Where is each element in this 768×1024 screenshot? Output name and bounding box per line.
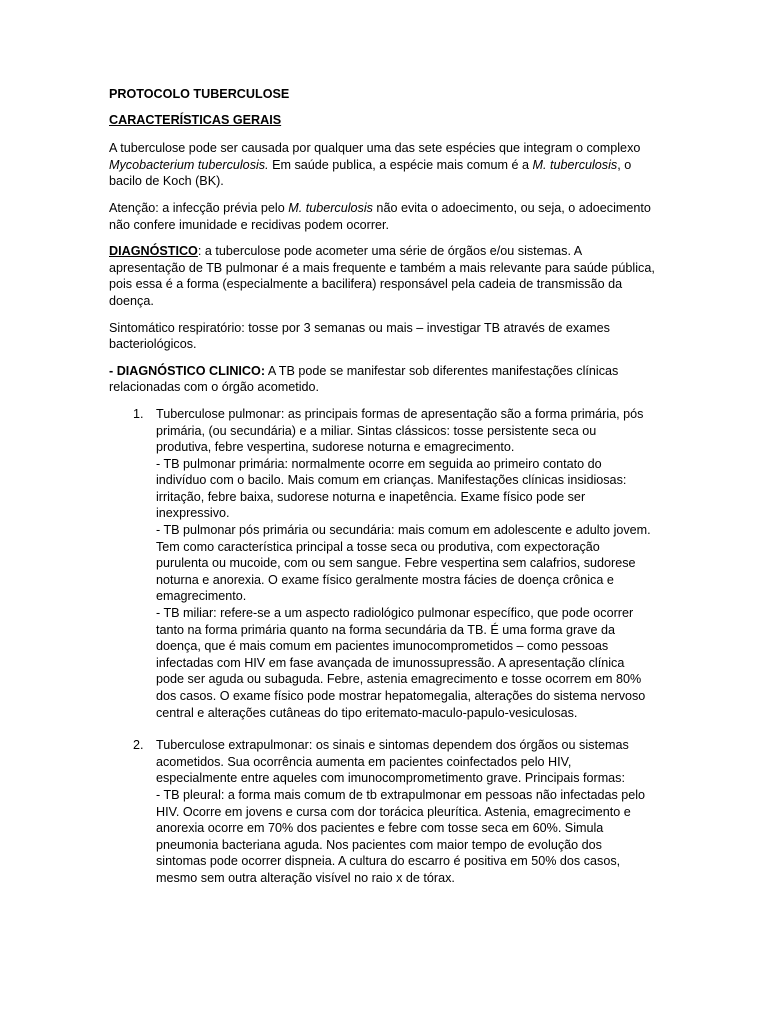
paragraph-intro bbox=[109, 140, 655, 190]
list-item-text: - TB pulmonar primária: normalmente ocorre em seguida ao primeiro contato do indivíduo com o bacilo. Mais comum em crianças. Manifestações clínicas insidiosas: irritação, febre baixa, sudorese noturna e inapetência. Exame físico pode ser inexpressivo. bbox=[156, 456, 627, 521]
list-item-text: - TB pleural: a forma mais comum de tb extrapulmonar em pessoas não infectadas pelo HIV. Ocorre em jovens e cursa com dor torácica pleurítica. Astenia, emagrecimento e anorexia ocorre em 70% dos pacientes e febre com tosse seca em 60%. Simula pneumonia bacteriana aguda. Nos pacientes com maior tempo de evolução dos sintomas pode ocorrer dispneia. A cultura do escarro é positiva em 50% dos casos, mesmo sem outra alteração visível no raio x de tórax. bbox=[156, 787, 646, 885]
list-item-extrapulmonary bbox=[109, 737, 655, 886]
list-item-pulmonary bbox=[109, 406, 655, 721]
paragraph-clinical-diagnosis bbox=[109, 363, 655, 396]
list-item-text: Tuberculose extrapulmonar: os sinais e sintomas dependem dos órgãos ou sistemas acometidos. Sua ocorrência aumenta em pacientes coinfectados pelo HIV, especialmente entre aqueles com imunocomprometimento grave. Principais formas: bbox=[156, 738, 629, 786]
clinical-forms-list bbox=[109, 406, 655, 887]
paragraph-attention-species: M. tuberculosis bbox=[288, 200, 373, 215]
list-number: 1. bbox=[133, 406, 144, 421]
paragraph-intro-species-short: M. tuberculosis bbox=[532, 157, 618, 172]
document-page bbox=[109, 86, 655, 903]
list-item-text: - TB pulmonar pós primária ou secundária: mais comum em adolescente e adulto jovem. Tem como característica principal a tosse seca ou produtiva, com expectoração purulenta ou mucoide, com ou sem sangue. Febre vespertina sem calafrios, sudorese noturna e anorexia. O exame físico geralmente mostra fácies de doença crônica e emagrecimento. bbox=[156, 523, 651, 604]
paragraph-attention-text-a: Atenção: a infecção prévia pelo bbox=[109, 200, 289, 215]
paragraph-intro-species: Mycobacterium tuberculosis. bbox=[109, 157, 269, 172]
paragraph-attention-text-c: não evita o adoecimento, ou seja, o adoecimento não confere imunidade e recidivas podem ocorrer. bbox=[109, 200, 651, 232]
diagnosis-label: DIAGNÓSTICO bbox=[109, 244, 198, 259]
clinical-diagnosis-label: - DIAGNÓSTICO CLINICO: bbox=[109, 363, 266, 378]
list-item-text: - TB miliar: refere-se a um aspecto radiológico pulmonar específico, que pode ocorrer tanto na forma primária quanto na forma secundária da TB. É uma forma grave da doença, que é mais comum em pacientes imunocomprometidos – como pessoas infectadas com HIV em fase avançada de imunossupressão. A apresentação clínica pode ser aguda ou subaguda. Febre, astenia emagrecimento e tosse ocorrem em 80% dos casos. O exame físico pode mostrar hepatomegalia, alterações do sistema nervoso central e alterações cutâneas do tipo eritemato-maculo-papulo-vesiculosas. bbox=[156, 606, 646, 720]
clinical-diagnosis-text: A TB pode se manifestar sob diferentes manifestações clínicas relacionadas com o órgão acometido. bbox=[109, 363, 619, 395]
paragraph-intro-text-c: Em saúde publica, a espécie mais comum é a bbox=[268, 157, 533, 172]
list-number: 2. bbox=[133, 738, 144, 753]
paragraph-diagnosis bbox=[109, 243, 655, 309]
diagnosis-text: : a tuberculose pode acometer uma série de órgãos e/ou sistemas. A apresentação de TB pulmonar é a mais frequente e também a mais relevante para saúde pública, pois essa é a forma (especialmente a bacilifera) responsável pela cadeia de transmissão da doença. bbox=[109, 244, 655, 308]
document-title: PROTOCOLO TUBERCULOSE bbox=[109, 87, 290, 101]
section-heading-general: CARACTERÍSTICAS GERAIS bbox=[109, 112, 282, 127]
paragraph-intro-text-e: , o bacilo de Koch (BK). bbox=[109, 157, 632, 189]
paragraph-symptomatic: Sintomático respiratório: tosse por 3 semanas ou mais – investigar TB através de exames bacteriológicos. bbox=[109, 320, 610, 352]
list-item-text: Tuberculose pulmonar: as principais formas de apresentação são a forma primária, pós primária, (ou secundária) e a miliar. Sintas clássicos: tosse persistente seca ou produtiva, febre vespertina, sudorese noturna e emagrecimento. bbox=[156, 406, 644, 455]
paragraph-intro-text-a: A tuberculose pode ser causada por qualquer uma das sete espécies que integram o complexo bbox=[109, 141, 641, 156]
paragraph-attention bbox=[109, 200, 655, 233]
